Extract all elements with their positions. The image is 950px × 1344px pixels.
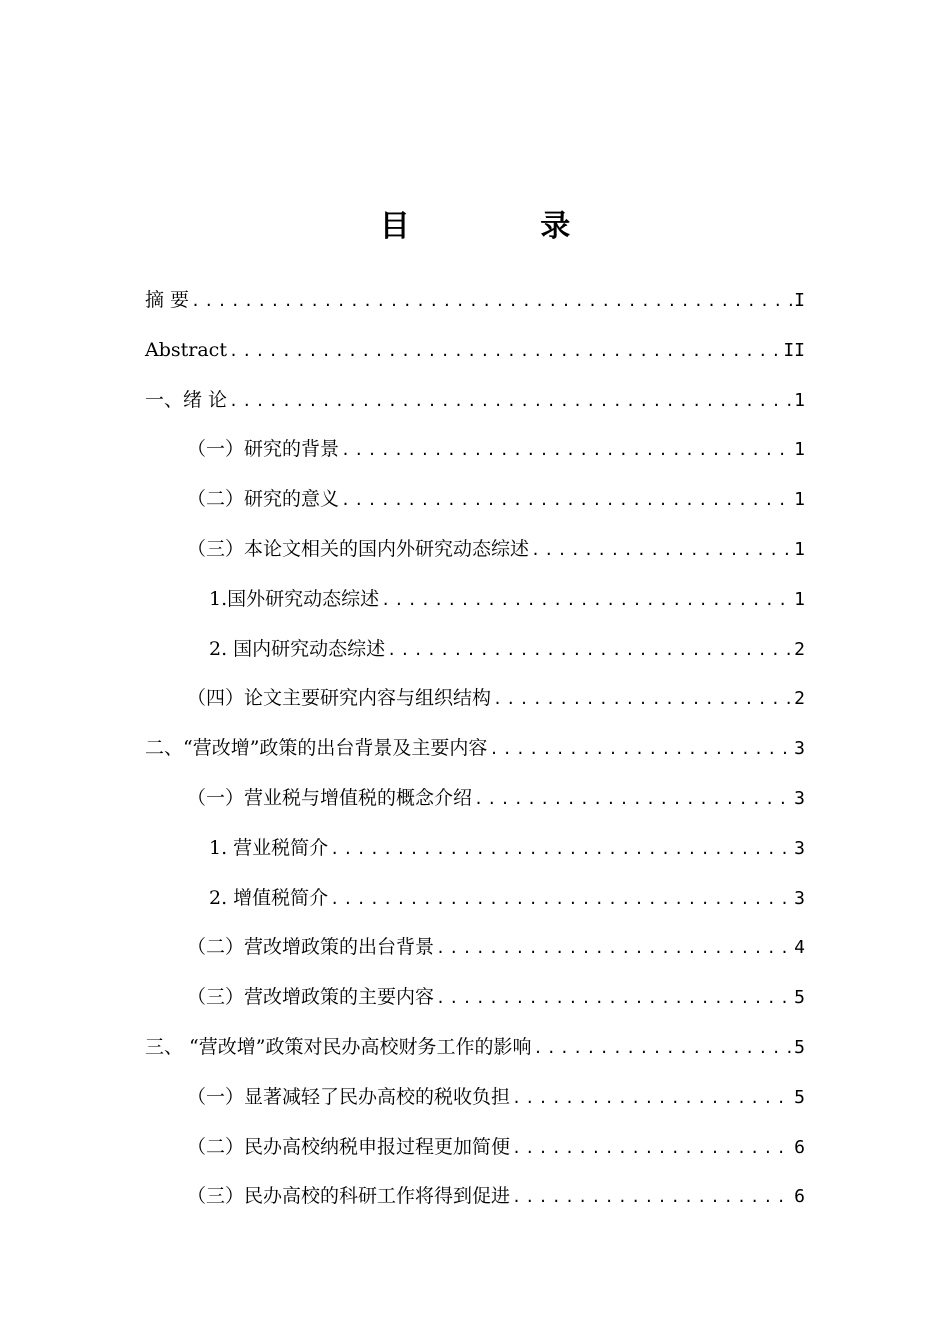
toc-dot-leader <box>491 679 792 719</box>
toc-title: 目 录 <box>379 209 631 244</box>
toc-entry-page: 3 <box>794 738 805 760</box>
toc-entry-page: 2 <box>794 688 805 710</box>
toc-entry-label: （三）本论文相关的国内外研究动态综述 <box>187 537 530 560</box>
toc-entry-page: 1 <box>794 389 805 411</box>
toc-entry-page: 3 <box>794 887 805 909</box>
toc-entry-section-1-1[interactable] <box>145 429 805 479</box>
toc-entry-section-2-1[interactable] <box>145 778 805 828</box>
toc-dot-leader <box>434 928 792 968</box>
toc-entry-chapter-2[interactable] <box>145 728 805 778</box>
toc-entry-section-2-3[interactable] <box>145 977 805 1027</box>
toc-dot-leader <box>227 331 781 371</box>
toc-entry-subsection-1-3-2[interactable] <box>145 629 805 679</box>
toc-entry-label: （一）营业税与增值税的概念介绍 <box>187 786 473 809</box>
toc-entry-chapter-1[interactable] <box>145 380 805 430</box>
toc-entry-section-1-2[interactable] <box>145 479 805 529</box>
toc-entry-label: 一、绪 论 <box>145 388 228 411</box>
toc-dot-leader <box>379 580 792 620</box>
toc-entry-section-2-2[interactable] <box>145 927 805 977</box>
toc-entry-label: 二、“营改增”政策的出台背景及主要内容 <box>145 737 488 760</box>
toc-list <box>145 280 805 1226</box>
toc-dot-leader <box>510 1128 792 1168</box>
toc-dot-leader <box>472 779 792 819</box>
toc-entry-page: 4 <box>794 937 805 959</box>
toc-dot-leader <box>339 480 792 520</box>
toc-dot-leader <box>510 1078 792 1118</box>
toc-entry-page: 3 <box>794 787 805 809</box>
toc-entry-page: 1 <box>794 588 805 610</box>
toc-entry-section-3-2[interactable] <box>145 1127 805 1177</box>
toc-entry-label: 摘 要 <box>145 289 190 311</box>
toc-entry-subsection-2-1-1[interactable] <box>145 828 805 878</box>
toc-dot-leader <box>510 1177 792 1217</box>
toc-entry-subsection-2-1-2[interactable] <box>145 878 805 928</box>
toc-entry-page: 5 <box>794 987 805 1009</box>
toc-entry-label: 2. 增值税简介 <box>209 886 329 909</box>
toc-entry-label: （一）研究的背景 <box>187 438 340 461</box>
toc-dot-leader <box>531 1028 792 1068</box>
toc-dot-leader <box>529 530 792 570</box>
toc-entry-page: 1 <box>794 489 805 511</box>
toc-entry-label: （三）民办高校的科研工作将得到促进 <box>187 1185 511 1208</box>
toc-dot-leader <box>434 978 792 1018</box>
toc-entry-page: 2 <box>794 638 805 660</box>
toc-dot-leader <box>339 430 792 470</box>
toc-dot-leader <box>328 879 792 919</box>
toc-dot-leader <box>227 381 792 421</box>
toc-entry-page: II <box>783 339 805 361</box>
toc-entry-label: （二）研究的意义 <box>187 488 340 511</box>
toc-entry-label: （二）营改增政策的出台背景 <box>187 936 435 959</box>
toc-entry-label: （四）论文主要研究内容与组织结构 <box>187 687 492 710</box>
toc-entry-section-1-4[interactable] <box>145 678 805 728</box>
toc-dot-leader <box>487 729 792 769</box>
toc-entry-subsection-1-3-1[interactable] <box>145 579 805 629</box>
toc-entry-label: （二）民办高校纳税申报过程更加简便 <box>187 1135 511 1158</box>
toc-entry-label: （三）营改增政策的主要内容 <box>187 986 435 1009</box>
toc-entry-label: Abstract <box>145 338 227 361</box>
toc-entry-section-3-3[interactable] <box>145 1176 805 1226</box>
toc-dot-leader <box>385 630 792 670</box>
toc-entry-page: 3 <box>794 837 805 859</box>
toc-entry-label: 1.国外研究动态综述 <box>209 587 380 610</box>
toc-entry-page: 6 <box>794 1186 805 1208</box>
toc-entry-abstract-cn[interactable] <box>145 280 805 330</box>
toc-entry-section-1-3[interactable] <box>145 529 805 579</box>
toc-entry-label: （一）显著减轻了民办高校的税收负担 <box>187 1085 511 1108</box>
toc-entry-page: 5 <box>794 1036 805 1058</box>
toc-entry-page: I <box>794 290 805 311</box>
toc-entry-abstract-en[interactable] <box>145 330 805 380</box>
toc-entry-label: 2. 国内研究动态综述 <box>209 637 386 660</box>
toc-dot-leader <box>328 829 792 869</box>
toc-entry-page: 1 <box>794 439 805 461</box>
toc-entry-page: 6 <box>794 1136 805 1158</box>
toc-entry-label: 三、 “营改增”政策对民办高校财务工作的影响 <box>145 1035 532 1058</box>
toc-dot-leader <box>189 281 792 321</box>
toc-entry-page: 1 <box>794 538 805 560</box>
toc-entry-page: 5 <box>794 1086 805 1108</box>
toc-entry-chapter-3[interactable] <box>145 1027 805 1077</box>
toc-entry-section-3-1[interactable] <box>145 1077 805 1127</box>
toc-entry-label: 1. 营业税简介 <box>209 836 329 859</box>
